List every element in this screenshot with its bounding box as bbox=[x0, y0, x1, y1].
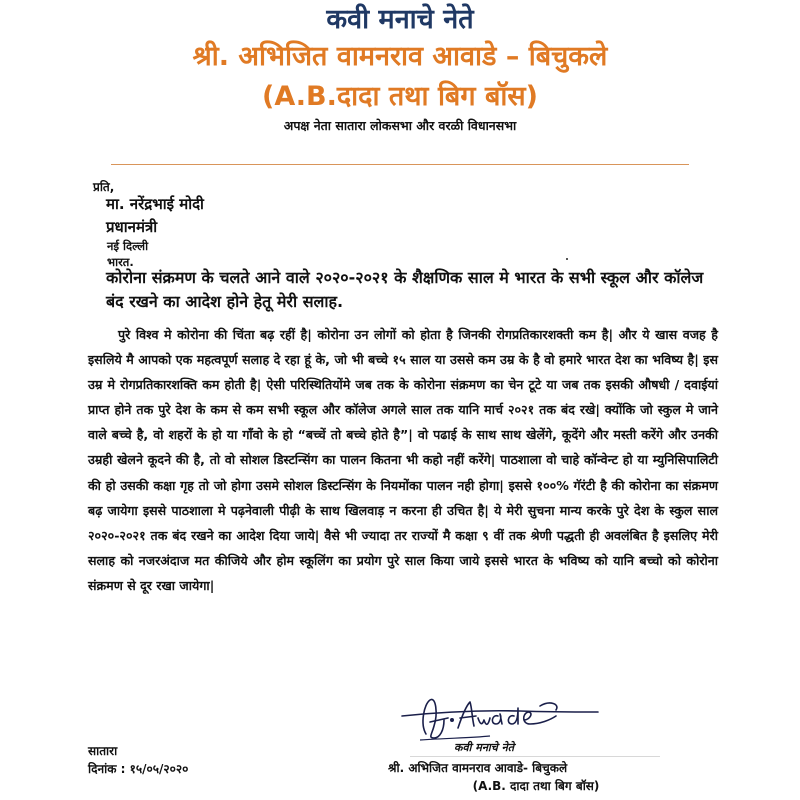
to-label: प्रति, bbox=[93, 180, 115, 194]
letterhead-tagline: कवी मनाचे नेते bbox=[326, 4, 474, 35]
letter-body: पुरे विश्व मे कोरोना की चिंता बढ़ रहीं है| कोरोना उन लोगों को होता है जिनकी रोगप्रतिकारशक्ती कम है| और ये खास वजह है इसलिये मै आपको एक महत्वपूर्ण सलाह दे रहा हूं के, जो भी बच्चे १५ साल या उससे कम उम्र के है वो हमारे भारत देश का भविष्य है| इस उम्र मे रोगप्रतिकारशक्ति कम होती है| ऐसी परिस्थितियोंमे जब तक के कोरोना संक्रमण का चेन टूटे या जब तक इसकी औषधी / दवाईयां प्राप्त होने तक पुरे देश के कम से कम सभी स्कूल और कॉलेज अगले साल तक यानि मार्च २०२१ तक बंद रखे| क्योंकि जो स्कुल मे जाने वाले बच्चे है, वो शहरों के हो या गाँवो के हो “बच्चें तो बच्चे होते है”| वो पढाई के साथ साथ खेलेंगे, कूदेंगे और मस्ती करेंगे और उनकी उम्रही खेलने कूदने की है, तो वो सोशल डिस्टन्सिंग का पालन कितना भी कहो नहीं करेंगे| पाठशाला वो चाहे कॉन्वेन्ट हो या म्युनिसिपालिटी की हो उसकी कक्षा गृह तो जो होगा उसमे सोशल डिस्टन्सिंग के नियमोंका पालन नही होगा| इससे १००% गॅरंटी है की कोरोना का संक्रमण बढ़ जायेगा इससे पाठशाला मे पढ़नेवाली पीढ़ी के साथ खिलवाड़ न करना ही उचित है| ये मेरी सुचना मान्य करके पुरे देश के स्कुल साल २०२०-२०२१ तक बंद रखने का आदेश दिया जाये| वैसे भी ज्यादा तर राज्यों मै कक्षा ९ वीं तक श्रेणी पद्धती ही अवलंबित है इसलिए मेरी सलाह को नजरअंदाज मत कीजिये और होम स्कूलिंग का प्रयोग पुरे साल किया जाये इससे भारत के भविष्य को यानि बच्चो को कोरोना संक्रमण से दूर रखा जायेगा| bbox=[88, 327, 718, 593]
recipient-city: नई दिल्ली bbox=[107, 239, 149, 253]
recipient-title: प्रधानमंत्री bbox=[106, 218, 158, 236]
recipient-name: मा. नरेंद्रभाई मोदी bbox=[106, 195, 204, 213]
signatory-name: श्री. अभिजित वामनराव आवाडे- बिचुकले bbox=[388, 761, 568, 775]
letter-subject: कोरोना संक्रमण के चलते आने वाले २०२०-२०२१ के शैक्षणिक साल मे भारत के सभी स्कूल और कॉलेज बंद रखने का आदेश होने हेतू मेरी सलाह. bbox=[106, 268, 704, 311]
recipient-country: भारत. bbox=[107, 255, 134, 269]
signatory-alias: (A.B. दादा तथा बिग बॉस) bbox=[472, 779, 600, 793]
signature-caption: कवी मनाचे नेते bbox=[454, 741, 514, 754]
letter-date: दिनांक : १५/०५/२०२० bbox=[88, 762, 189, 776]
stray-dot bbox=[566, 258, 568, 260]
letterhead-name: श्री. अभिजित वामनराव आवाडे – बिचुकले bbox=[192, 41, 608, 72]
signature-rule bbox=[410, 756, 660, 757]
header-separator bbox=[111, 164, 689, 165]
letterhead-subtitle: अपक्ष नेता सातारा लोकसभा और वरळी विधानसभा bbox=[283, 118, 517, 133]
handwritten-signature bbox=[400, 694, 600, 744]
letterhead-alias: (A.B.दादा तथा बिग बॉस) bbox=[262, 81, 538, 112]
place: सातारा bbox=[88, 744, 118, 758]
